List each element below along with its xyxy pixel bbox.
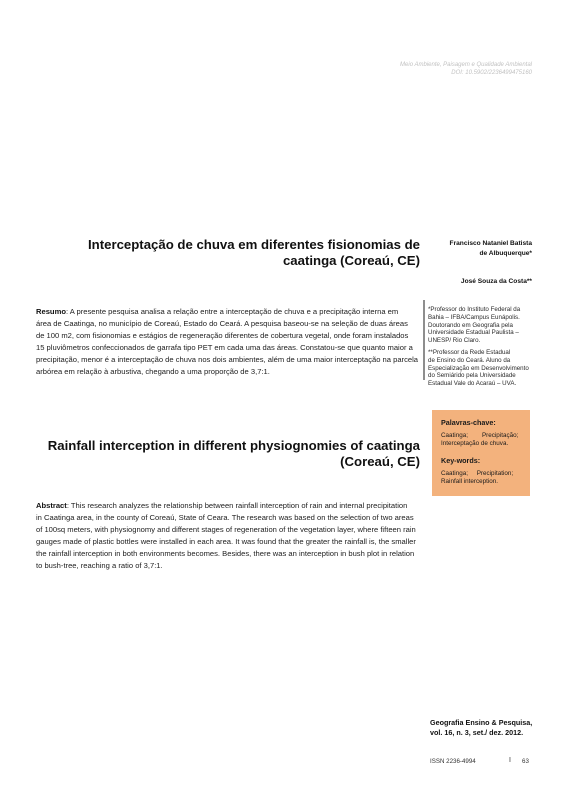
author-1-line1: Francisco Nataniel Batista <box>449 240 532 247</box>
title-en-line2: (Coreaú, CE) <box>340 454 420 469</box>
title-pt-line2: caatinga (Coreaú, CE) <box>282 253 420 268</box>
abstract-text: the rainfall interception in both environments becomes. Besides, there was an interception in bush plot in relation <box>36 549 415 558</box>
affil-1-line: Bahia – IFBA/Campus Eunápolis. <box>428 313 520 321</box>
footer-journal <box>430 718 535 738</box>
footer-journal-line1: Geografia Ensino & Pesquisa, <box>430 718 533 727</box>
resumo-label: Resumo <box>36 307 66 316</box>
abstract-label: Abstract <box>36 501 67 510</box>
issn: ISSN 2236-4994 <box>430 758 476 765</box>
doi: DOI: 10.5902/2236499475160 <box>451 70 532 76</box>
running-header <box>400 61 532 77</box>
author-1-line2: de Albuquerque* <box>479 250 532 257</box>
affil-1-line: *Professor do Instituto Federal da <box>428 306 521 313</box>
abstract-text: of 100sq meters, with physiognomy and different stages of regeneration of the vegetation layer, where fifteen rain <box>36 525 416 534</box>
resumo-text: de 100 m2, com fisionomias e estágios de regeneração diferentes de cobertura vegetal, onde foram instalados <box>36 331 409 340</box>
affil-1-line: Doutorando em Geografia pela <box>428 321 513 329</box>
resumo-text: : A presente pesquisa analisa a relação entre a interceptação de chuva e a precipitação interna em <box>65 307 399 316</box>
affil-2-line: **Professor da Rede Estadual <box>428 349 511 356</box>
author-2: José Souza da Costa** <box>460 278 532 285</box>
affil-2-line: Especialização em Desenvolvimento <box>428 364 529 372</box>
title-en-line1: Rainfall interception in different physiognomies of caatinga <box>47 438 420 453</box>
key-words-text <box>441 470 525 486</box>
page-number: 63 <box>522 758 529 765</box>
author-1 <box>426 239 532 259</box>
resumo-text: 15 pluviômetros confeccionados de garrafa tipo PET em cada uma das áreas. Constatou-se que quanto maior a <box>36 343 413 352</box>
abstract <box>36 500 420 572</box>
palavras-chave-line: Caatinga; Precipitação; <box>441 432 519 439</box>
title-pt-line1: Interceptação de chuva em diferentes fisionomias de <box>88 237 420 252</box>
keywords-box <box>432 410 530 496</box>
affiliation-1 <box>428 306 532 345</box>
affil-2-line: do Semiárido pela Universidade <box>428 372 516 380</box>
key-words-label: Key-words: <box>441 456 481 465</box>
resumo-text: precipitação, menor é a interceptação de chuva nos dois ambientes, além de uma maior interceptação na parcela <box>36 355 419 364</box>
key-words-line: Caatinga; Precipitation; <box>441 470 514 477</box>
resumo-text: área de Caatinga, no município de Coreaú, Estado do Ceará. A pesquisa baseou-se na seleção de duas áreas <box>36 319 408 328</box>
abstract-text: in Caatinga area, in the county of Coreaú, State of Ceara. The research was based on the selection of two areas <box>36 513 414 522</box>
abstract-text: : This research analyzes the relationship between rainfall interception of rain and internal precipitation <box>66 501 408 510</box>
palavras-chave-label: Palavras-chave: <box>441 418 496 427</box>
affil-2-line: de Ensino do Ceará. Aluno da <box>428 356 511 364</box>
key-words-line: Rainfall interception. <box>441 478 499 485</box>
title-english <box>36 438 420 470</box>
palavras-chave-text <box>441 432 525 448</box>
resumo <box>36 306 420 378</box>
affiliation-rule <box>423 300 425 380</box>
page-separator: I <box>509 757 511 764</box>
journal-section-title: Meio Ambiente, Paisagem e Qualidade Ambiental <box>400 62 532 68</box>
affiliation-2 <box>428 349 532 388</box>
affil-1-line: Universidade Estadual Paulista – <box>428 329 519 337</box>
title-portuguese <box>70 237 420 269</box>
palavras-chave-line: Interceptação de chuva. <box>441 440 509 447</box>
affil-1-line: UNESP/ Rio Claro. <box>428 337 481 345</box>
resumo-text: arbórea em relação à arbustiva, chegando a uma proporção de 3,7:1. <box>36 367 270 376</box>
abstract-text: to bush-tree, reaching a ratio of 3,7:1. <box>36 561 163 570</box>
affil-2-line: Estadual Vale do Acaraú – UVA. <box>428 380 517 388</box>
abstract-text: gauges made of plastic bottles were installed in each area. It was found that the greater the rainfall is, the smaller <box>36 537 416 546</box>
footer-journal-line2: vol. 16, n. 3, set./ dez. 2012. <box>430 728 524 737</box>
